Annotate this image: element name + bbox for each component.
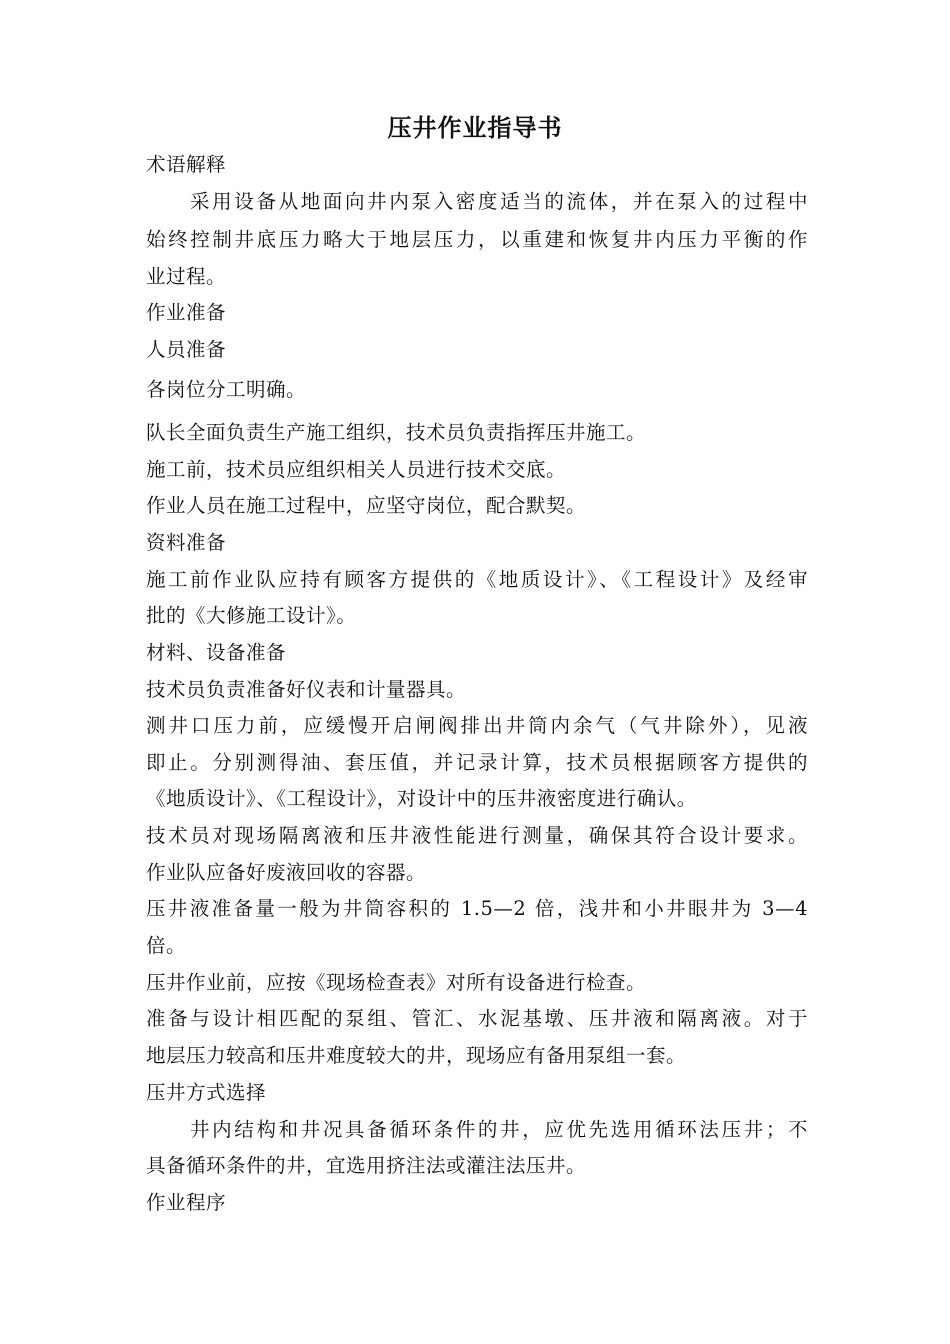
section-heading: 作业程序 [146, 1191, 227, 1214]
paragraph-line: 测井口压力前，应缓慢开启闸阀排出井筒内余气（气井除外），见液 [146, 714, 808, 737]
paragraph-line: 各岗位分工明确。 [146, 378, 307, 401]
paragraph-line: 采用设备从地面向井内泵入密度适当的流体，并在泵入的过程中 [190, 190, 808, 213]
subsection-heading: 压井方式选择 [146, 1081, 267, 1104]
paragraph-line: 批的《大修施工设计》。 [146, 604, 357, 627]
paragraph-line: 准备与设计相匹配的泵组、管汇、水泥基墩、压井液和隔离液。对于 [146, 1007, 808, 1030]
paragraph-line: 施工前，技术员应组织相关人员进行技术交底。 [146, 458, 567, 481]
paragraph-line: 压井作业前，应按《现场检查表》对所有设备进行检查。 [146, 971, 647, 994]
paragraph-line: 压井液准备量一般为井筒容积的 1.5—2 倍，浅井和小井眼井为 3—4 [146, 897, 808, 920]
paragraph-line: 作业人员在施工过程中，应坚守岗位，配合默契。 [146, 494, 587, 517]
paragraph-line: 作业队应备好废液回收的容器。 [146, 861, 427, 884]
paragraph-line: 业过程。 [146, 265, 227, 288]
subsection-heading: 材料、设备准备 [146, 641, 287, 664]
document-title: 压井作业指导书 [387, 114, 563, 142]
paragraph-line: 具备循环条件的井，宜选用挤注法或灌注法压井。 [146, 1154, 587, 1177]
paragraph-line: 即止。分别测得油、套压值，并记录计算，技术员根据顾客方提供的 [146, 751, 808, 774]
subsection-heading: 资料准备 [146, 531, 227, 554]
paragraph-line: 地层压力较高和压井难度较大的井，现场应有备用泵组一套。 [146, 1044, 687, 1067]
section-heading: 作业准备 [146, 301, 227, 324]
paragraph-line: 队长全面负责生产施工组织，技术员负责指挥压井施工。 [146, 421, 647, 444]
subsection-heading: 人员准备 [146, 338, 227, 361]
paragraph-line: 始终控制井底压力略大于地层压力，以重建和恢复井内压力平衡的作 [146, 228, 808, 251]
paragraph-line: 井内结构和井况具备循环条件的井，应优先选用循环法压井；不 [190, 1118, 808, 1141]
paragraph-line: 《地质设计》、《工程设计》，对设计中的压井液密度进行确认。 [146, 787, 697, 810]
paragraph-line: 技术员对现场隔离液和压井液性能进行测量，确保其符合设计要求。 [146, 824, 808, 847]
section-heading: 术语解释 [146, 153, 227, 176]
paragraph-line: 技术员负责准备好仪表和计量器具。 [146, 678, 467, 701]
paragraph-line: 施工前作业队应持有顾客方提供的《地质设计》、《工程设计》及经审 [146, 568, 808, 591]
paragraph-line: 倍。 [146, 934, 187, 957]
